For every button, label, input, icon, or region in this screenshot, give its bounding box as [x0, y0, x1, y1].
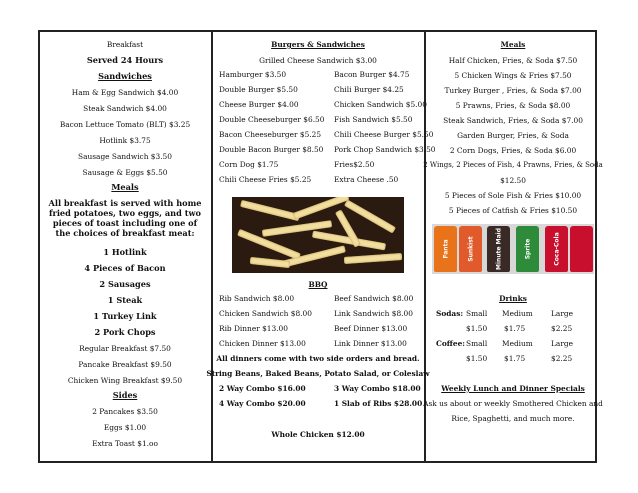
breakfast-special: Chicken Wing Breakfast $9.50: [67, 376, 183, 385]
meal-item: Turkey Burger , Fries, & Soda $7.00: [444, 86, 582, 95]
breakfast-meals-note: All breakfast is served with home fried potatoes, two eggs, and two pieces of toast including one of the choices of breakfast meat:: [48, 198, 202, 238]
coca-cola-can: [570, 226, 593, 272]
bbq-item: Beef Sandwich $8.00: [334, 294, 414, 303]
coffee-price: $1.75: [504, 354, 526, 363]
sodas-label: Sodas:: [436, 309, 464, 318]
breakfast-special: Pancake Breakfast $9.50: [78, 360, 172, 369]
meat-choice: 4 Pieces of Bacon: [84, 263, 166, 273]
breakfast-item: Sausage Sandwich $3.50: [78, 152, 172, 161]
burger-item: Chicken Sandwich $5.00: [334, 100, 427, 109]
minute-maid-can: Minute Maid: [487, 226, 510, 272]
combo-item: 2 Way Combo $16.00: [219, 384, 306, 393]
fries-photo: [232, 197, 404, 273]
soda-cans-photo: [432, 224, 594, 274]
coffee-price: $2.25: [551, 354, 573, 363]
combo-item: 1 Slab of Ribs $28.00: [334, 399, 423, 408]
size-label: Small: [466, 309, 488, 318]
served-hours: Served 24 Hours: [86, 55, 164, 65]
coca-cola-can: Coca-Cola: [545, 226, 568, 272]
size-label: Medium: [502, 339, 533, 348]
weekly-specials-heading: Weekly Lunch and Dinner Specials: [441, 384, 585, 393]
coffee-label: Coffee:: [436, 339, 466, 348]
side-item: Extra Toast $1.oo: [92, 439, 158, 448]
burger-item: Chili Cheese Burger $5.50: [334, 130, 434, 139]
breakfast-item: Steak Sandwich $4.00: [83, 104, 167, 113]
meal-item: Garden Burger, Fries, & Soda: [457, 131, 569, 140]
sunkist-can: Sunkist: [459, 226, 482, 272]
burger-item: Double Cheeseburger $6.50: [219, 115, 325, 124]
meal-item: 5 Prawns, Fries, & Soda $8.00: [455, 101, 571, 110]
side-item: Eggs $1.00: [103, 423, 147, 432]
burger-item: Pork Chop Sandwich $3.50: [334, 145, 436, 154]
drinks-heading: Drinks: [499, 294, 527, 303]
meal-item: Half Chicken, Fries, & Soda $7.50: [448, 56, 578, 65]
size-label: Small: [466, 339, 488, 348]
meal-item: 5 Pieces of Sole Fish & Fries $10.00: [444, 191, 582, 200]
meal-item: 5 Pieces of Catfish & Fries $10.50: [448, 206, 578, 215]
meal-item: 5 Chicken Wings & Fries $7.50: [454, 71, 572, 80]
bbq-item: Chicken Dinner $13.00: [219, 339, 306, 348]
breakfast-item: Sausage & Eggs $5.50: [82, 168, 168, 177]
dinner-note: All dinners come with two side orders and bread.: [216, 354, 420, 363]
size-label: Large: [551, 309, 573, 318]
soda-price: $2.25: [551, 324, 573, 333]
fanta-can: Fanta: [434, 226, 457, 272]
breakfast-item: Ham & Egg Sandwich $4.00: [71, 88, 179, 97]
burgers-heading: Burgers & Sandwiches: [271, 40, 365, 49]
combo-item: 3 Way Combo $18.00: [334, 384, 421, 393]
bbq-item: Chicken Sandwich $8.00: [219, 309, 312, 318]
meal-item: Steak Sandwich, Fries, & Soda $7.00: [443, 116, 583, 125]
meal-item: 2 Corn Dogs, Fries, & Soda $6.00: [449, 146, 577, 155]
soda-price: $1.50: [466, 324, 488, 333]
bbq-item: Rib Dinner $13.00: [219, 324, 288, 333]
meat-choice: 1 Turkey Link: [93, 311, 157, 321]
burger-item: Bacon Cheeseburger $5.25: [219, 130, 322, 139]
burger-item: Chili Cheese Fries $5.25: [219, 175, 312, 184]
bbq-item: Rib Sandwich $8.00: [219, 294, 295, 303]
breakfast-title: Breakfast: [106, 40, 144, 49]
burger-item: Cheese Burger $4.00: [219, 100, 299, 109]
meat-choice: 1 Hotlink: [103, 247, 147, 257]
breakfast-special: Regular Breakfast $7.50: [79, 344, 171, 353]
whole-chicken: Whole Chicken $12.00: [271, 430, 365, 439]
meat-choice: 1 Steak: [107, 295, 143, 305]
burger-item: Fish Sandwich $5.50: [334, 115, 413, 124]
grilled-cheese-item: Grilled Cheese Sandwich $3.00: [259, 56, 377, 65]
column-divider-1: [211, 30, 213, 463]
size-label: Large: [551, 339, 573, 348]
burger-item: Double Burger $5.50: [219, 85, 298, 94]
burger-item: Hamburger $3.50: [219, 70, 287, 79]
bbq-heading: BBQ: [308, 280, 328, 289]
breakfast-item: Bacon Lettuce Tomato (BLT) $3.25: [59, 120, 191, 129]
burger-item: Fries$2.50: [334, 160, 375, 169]
size-label: Medium: [502, 309, 533, 318]
sandwiches-heading: Sandwiches: [98, 71, 152, 81]
burger-item: Bacon Burger $4.75: [334, 70, 410, 79]
burger-item: Extra Cheese .50: [334, 175, 399, 184]
breakfast-item: Hotlink $3.75: [99, 136, 151, 145]
combo-item: 4 Way Combo $20.00: [219, 399, 306, 408]
meal-item: 2 Wings, 2 Pieces of Fish, 4 Prawns, Fries, & Soda: [423, 161, 603, 169]
side-item: 2 Pancakes $3.50: [92, 407, 158, 416]
meal-item-price: $12.50: [500, 176, 526, 185]
burger-item: Chili Burger $4.25: [334, 85, 404, 94]
bbq-sides: String Beans, Baked Beans, Potato Salad, or Coleslaw: [206, 369, 430, 378]
sides-heading: Sides: [112, 390, 138, 400]
meat-choice: 2 Sausages: [99, 279, 151, 289]
weekly-specials-text: Rice, Spaghetti, and much more.: [451, 414, 575, 423]
weekly-specials-text: Ask us about or weekly Smothered Chicken and: [423, 399, 603, 408]
bbq-item: Beef Dinner $13.00: [334, 324, 408, 333]
burger-item: Double Bacon Burger $8.50: [219, 145, 324, 154]
sprite-can: Sprite: [516, 226, 539, 272]
bbq-item: Link Sandwich $8.00: [334, 309, 413, 318]
burger-item: Corn Dog $1.75: [219, 160, 279, 169]
bbq-item: Link Dinner $13.00: [334, 339, 407, 348]
soda-price: $1.75: [504, 324, 526, 333]
meals-heading: Meals: [500, 40, 526, 49]
meat-choice: 2 Pork Chops: [94, 327, 156, 337]
coffee-price: $1.50: [466, 354, 488, 363]
meals-heading: Meals: [111, 182, 139, 192]
